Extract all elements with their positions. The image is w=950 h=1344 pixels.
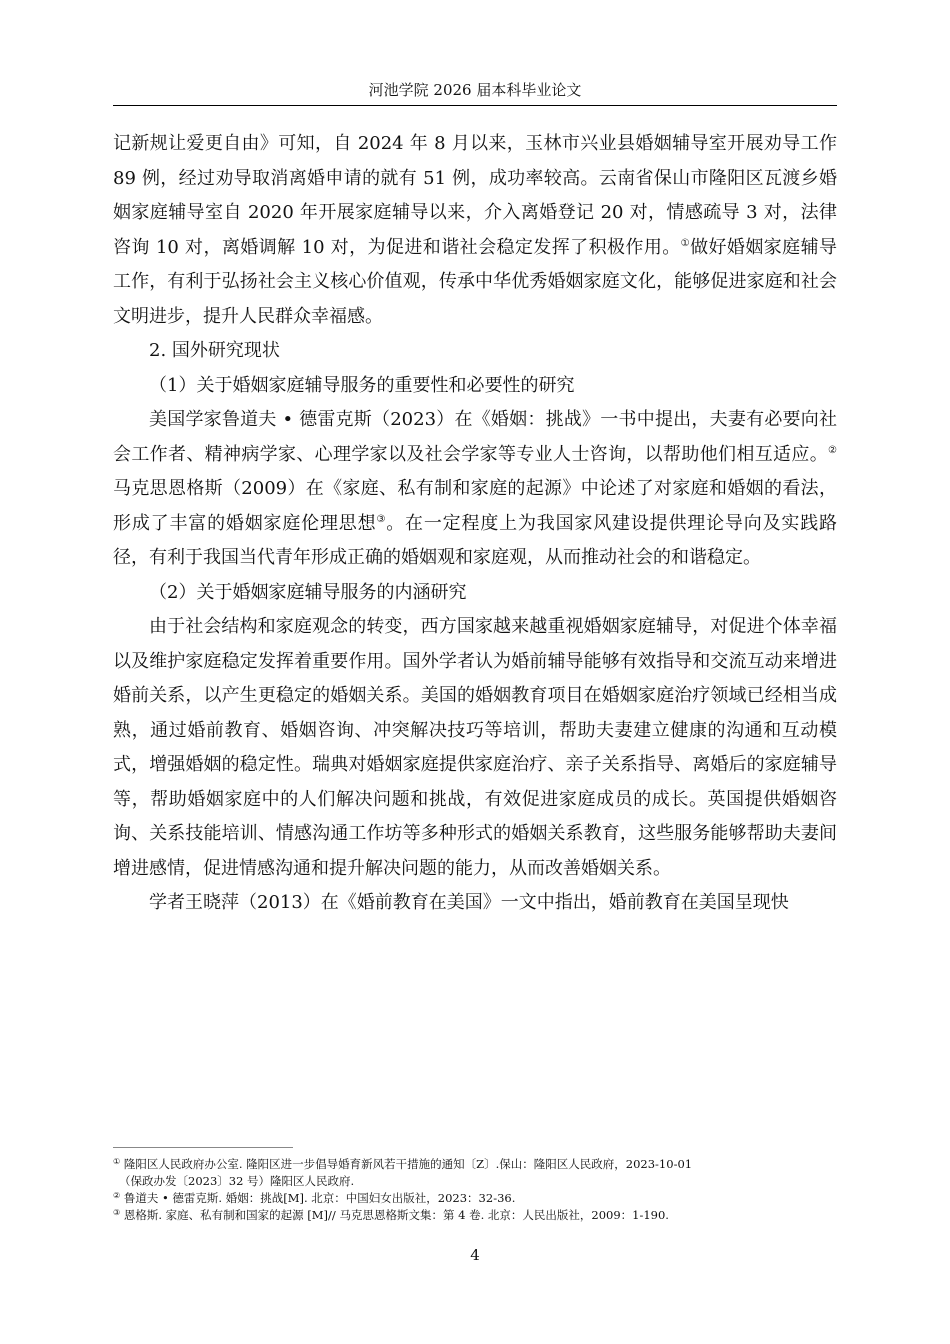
footnote-2-text: 鲁道夫 • 德雷克斯. 婚姻：挑战[M]. 北京：中国妇女出版社，2023：32-36. (123, 1191, 516, 1205)
footnote-3-mark: ③ (113, 1208, 121, 1217)
page-number: 4 (470, 1246, 480, 1264)
paragraph-4: 学者王晓萍（2013）在《婚前教育在美国》一文中指出，婚前教育在美国呈现快 (149, 892, 789, 913)
footnote-1 (113, 1156, 837, 1173)
header-divider (113, 105, 837, 106)
footnote-ref-1[interactable]: ① (680, 237, 691, 249)
footnote-1-continuation: （保政办发〔2023〕32 号）隆阳区人民政府. (119, 1174, 355, 1188)
paragraph-2-part-b: 马克思恩格斯（2009）在《家庭、私有制和家庭的起源》中论述了对家庭和婚姻的看法，形成了丰富的婚姻家庭伦理思想 (113, 478, 837, 534)
footnote-3-text: 恩格斯. 家庭、私有制和国家的起源 [M]// 马克思恩格斯文集：第 4 卷. 北京：人民出版社，2009：1-190. (123, 1208, 669, 1222)
paragraph-2 (113, 403, 837, 576)
paragraph-1-text: 记新规让爱更自由》可知，自 2024 年 8 月以来，玉林市兴业县婚姻辅导室开展劝导工作 89 例，经过劝导取消离婚申请的就有 51 例，成功率较高。云南省保山市隆阳区瓦渡乡婚姻家庭辅导室自 2020 年开展家庭辅导以来，介入离婚登记 20 对，情感疏导 3 对，法律咨询 10 对，离婚调解 10 对，为促进和谐社会稳定发挥了积极作用。 (113, 133, 837, 258)
footnote-divider (113, 1147, 293, 1148)
section-heading: 2. 国外研究现状 (149, 340, 280, 361)
footnote-ref-3[interactable]: ③ (376, 513, 387, 525)
footnote-1-text: 隆阳区人民政府办公室. 隆阳区进一步倡导婚育新风若干措施的通知〔Z〕.保山：隆阳区人民政府，2023-10-01 (123, 1157, 693, 1171)
paragraph-2-part-c: 。在一定程度上为我国家风建设提供理论导向及实践路径，有利于我国当代青年形成正确的婚姻观和家庭观，从而推动社会的和谐稳定。 (113, 512, 838, 568)
footnote-ref-2[interactable]: ② (828, 444, 837, 456)
page-header: 河池学院 2026 届本科毕业论文 (368, 81, 582, 99)
paragraph-2-part-a: 美国学家鲁道夫 • 德雷克斯（2023）在《婚姻：挑战》一书中提出，夫妻有必要向社会工作者、精神病学家、心理学家以及社会学家等专业人士咨询，以帮助他们相互适应。 (113, 409, 837, 465)
subsection-heading-2: （2）关于婚姻家庭辅导服务的内涵研究 (149, 581, 467, 603)
footnotes (113, 1156, 837, 1224)
paragraph-1 (113, 127, 837, 334)
paragraph-1-tail: 做好婚姻家庭辅导工作，有利于弘扬社会主义核心价值观，传承中华优秀婚姻家庭文化，能够促进家庭和社会文明进步，提升人民群众幸福感。 (113, 236, 837, 327)
subsection-heading-1: （1）关于婚姻家庭辅导服务的重要性和必要性的研究 (149, 374, 575, 396)
paragraph-3: 由于社会结构和家庭观念的转变，西方国家越来越重视婚姻家庭辅导，对促进个体幸福以及维护家庭稳定发挥着重要作用。国外学者认为婚前辅导能够有效指导和交流互动来增进婚前关系，以产生更稳定的婚姻关系。美国的婚姻教育项目在婚姻家庭治疗领域已经相当成熟，通过婚前教育、婚姻咨询、冲突解决技巧等培训，帮助夫妻建立健康的沟通和互动模式，增强婚姻的稳定性。瑞典对婚姻家庭提供家庭治疗、亲子关系指导、离婚后的家庭辅导等，帮助婚姻家庭中的人们解决问题和挑战，有效促进家庭成员的成长。英国提供婚姻咨询、关系技能培训、情感沟通工作坊等多种形式的婚姻关系教育，这些服务能够帮助夫妻间增进感情，促进情感沟通和提升解决问题的能力，从而改善婚姻关系。 (113, 616, 837, 879)
footnote-2 (113, 1190, 837, 1207)
footnote-3 (113, 1207, 837, 1224)
footnote-1-mark: ① (113, 1157, 121, 1166)
page-body (113, 127, 837, 921)
footnote-2-mark: ② (113, 1191, 121, 1200)
